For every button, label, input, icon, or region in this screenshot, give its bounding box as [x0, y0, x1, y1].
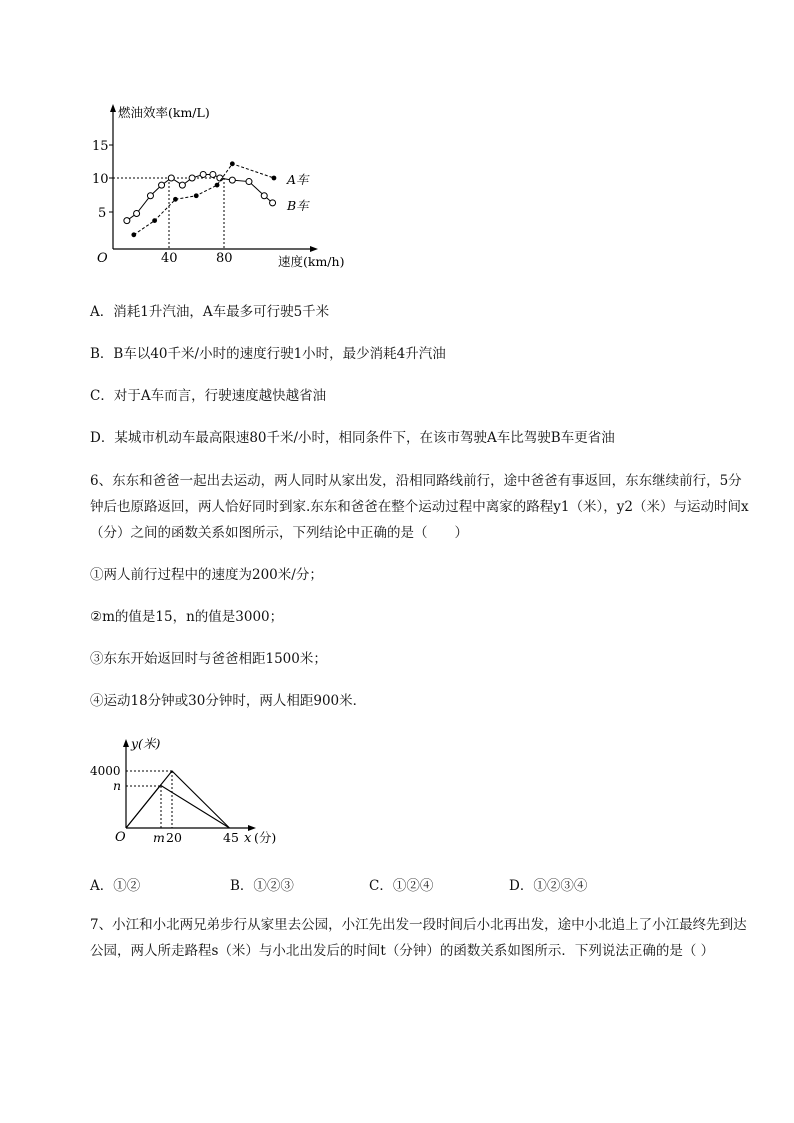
q6-option-d: D．①②③④: [509, 878, 588, 894]
chart1-marks: [124, 161, 276, 237]
series-a-point: [246, 179, 252, 185]
chart1-y-arrow: [110, 104, 116, 112]
q7-stem: 7、小江和小北两兄弟步行从家里去公园，小江先出发一段时间后小北再出发，途中小北追上了小江最终先到达公园，两人所走路程s（米）与小北出发后的时间t（分钟）的函数关系如图所示．下列说法正确的是（ ）: [90, 917, 747, 959]
series-a-point: [147, 193, 153, 199]
q6-statement-2: ②m的值是15，n的值是3000；: [90, 609, 284, 625]
chart1-legend-a: A车: [287, 172, 309, 187]
series-b-point: [272, 176, 277, 181]
series-a-point: [124, 218, 130, 224]
q5-option-a: A．消耗1升汽油，A车最多可行驶5千米: [90, 304, 330, 320]
q6-option-a: A．①②: [90, 878, 141, 894]
q6-statement-3: ③东东开始返回时与爸爸相距1500米；: [90, 651, 327, 667]
chart2-tick-20: 20: [166, 830, 182, 845]
q5-option-d: D．某城市机动车最高限速80千米/小时，相同条件下，在该市驾驶A车比驾驶B车更省油: [90, 430, 615, 446]
series-b-point: [152, 218, 157, 223]
q6-option-b: B．①②③: [230, 878, 294, 894]
chart1-ytick-label-15: 15: [92, 139, 109, 154]
q6-option-c: C．①②④: [369, 878, 434, 894]
chart2-y-label: y(米): [131, 736, 161, 751]
series-b-point: [131, 232, 136, 237]
series-a-point: [134, 211, 140, 217]
q6-statement-4: ④运动18分钟或30分钟时，两人相距900米．: [90, 693, 367, 709]
series-a-point: [210, 171, 216, 177]
series-a-point: [200, 171, 206, 177]
chart2-x-unit: (分): [254, 830, 277, 845]
chart1-origin: O: [97, 251, 108, 266]
q6-stem: 6、东东和爸爸一起出去运动，两人同时从家出发，沿相同路线前行，途中爸爸有事返回，东东继续前行，5分钟后也原路返回，两人恰好同时到家.东东和爸爸在整个运动过程中离家的路程y1（米），y2（米）与运动时间x（分）之间的函数关系如图所示，下列结论中正确的是（ ）: [90, 473, 749, 541]
series-y2-line: [126, 785, 230, 828]
chart1-y-label: 燃油效率(km/L): [118, 105, 210, 120]
chart2-tick-45: 45: [223, 830, 239, 845]
series-a-point: [217, 175, 223, 181]
q5-option-c: C．对于A车而言，行驶速度越快越省油: [90, 388, 327, 404]
chart1-xtick-label-40: 40: [161, 251, 178, 266]
chart2-tick-4000: 4000: [90, 764, 121, 778]
series-b-point: [194, 193, 199, 198]
series-a-point: [229, 177, 235, 183]
series-b-point: [173, 197, 178, 202]
series-a-point: [159, 182, 165, 188]
chart1-x-label: 速度(km/h): [278, 254, 345, 269]
series-b-point: [215, 183, 220, 188]
q6-statement-1: ①两人前行过程中的速度为200米/分；: [90, 567, 323, 583]
chart1-legend-b: B车: [287, 198, 309, 213]
chart2-tick-m: m: [153, 830, 165, 845]
series-a-point: [270, 200, 276, 206]
series-a-point: [261, 193, 267, 199]
chart2-origin: O: [115, 830, 126, 845]
series-a-point: [189, 175, 195, 181]
chart2-tick-n: n: [113, 778, 122, 793]
series-y1-line: [126, 771, 230, 828]
chart1-xtick-label-80: 80: [216, 251, 233, 266]
chart1-x-arrow: [310, 246, 318, 252]
chart2-marks: [126, 771, 230, 828]
fuel-efficiency-chart: [0, 0, 794, 280]
chart1-ytick-label-10: 10: [92, 172, 109, 187]
chart2-x-label: x: [244, 831, 252, 846]
chart1-ytick-label-5: 5: [98, 206, 107, 221]
series-a-point: [179, 182, 185, 188]
q5-option-b: B．B车以40千米/小时的速度行驶1小时，最少消耗4升汽油: [90, 346, 446, 362]
series-a-point: [168, 175, 174, 181]
chart2-y-arrow: [123, 739, 129, 747]
distance-time-chart: [0, 730, 794, 860]
series-b-point: [230, 161, 235, 166]
